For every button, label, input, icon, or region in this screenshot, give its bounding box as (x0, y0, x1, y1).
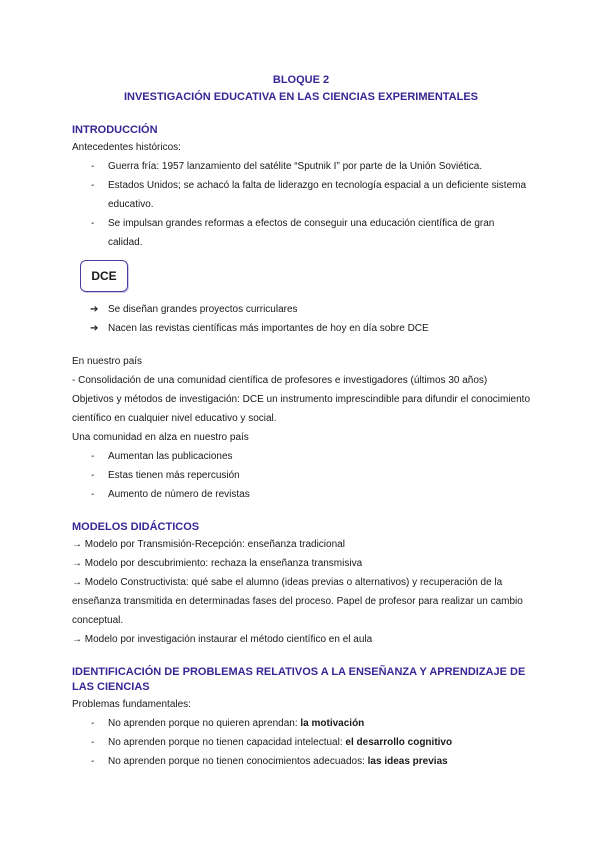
highlight-term: el desarrollo cognitivo (345, 737, 453, 748)
arrow-icon: ➔ (90, 304, 99, 315)
modelos-heading: MODELOS DIDÁCTICOS (72, 521, 200, 533)
dce-box: DCE (80, 260, 128, 292)
comunidad-text: Una comunidad en alza en nuestro país (72, 432, 249, 443)
highlight-term: la motivación (300, 718, 365, 729)
list-item: ➔ Nacen las revistas científicas más importantes de hoy en día sobre DCE (72, 319, 530, 338)
list-item: - No aprenden porque no tienen capacidad intelectual: el desarrollo cognitivo (72, 733, 530, 752)
arrow-icon: ➔ (90, 323, 99, 334)
consolidacion-text: - Consolidación de una comunidad científica de profesores e investigadores (últimos 30 años) (72, 375, 488, 386)
list-item: - Estados Unidos; se achacó la falta de liderazgo en tecnología espacial a un deficiente sistema educativo. (72, 176, 530, 214)
modelo-item: → Modelo Constructivista: qué sabe el alumno (ideas previas o alternativos) y recuperación de la enseñanza transmitida en determinadas fases del proceso. Papel de profesor para realizar un cambio conceptual. (72, 577, 523, 626)
dce-arrow-list (72, 300, 530, 338)
antecedentes-label: Antecedentes históricos: (72, 142, 181, 153)
modelo-item: → Modelo por investigación instaurar el método científico en el aula (72, 634, 373, 645)
list-item: - Guerra fría: 1957 lanzamiento del satélite “Sputnik I” por parte de la Unión Soviética. (72, 157, 530, 176)
problemas-list (72, 714, 530, 771)
modelo-item: → Modelo por descubrimiento: rechaza la enseñanza transmisiva (72, 558, 363, 569)
list-item: - Se impulsan grandes reformas a efectos de conseguir una educación científica de gran calidad. (72, 214, 530, 252)
list-item: - Aumento de número de revistas (72, 485, 530, 504)
comunidad-list (72, 447, 530, 504)
block-title: BLOQUE 2 (272, 74, 330, 86)
objetivos-text: Objetivos y métodos de investigación: DCE un instrumento imprescindible para difundir el conocimiento científico en cualquier nivel educativo y social. (72, 394, 531, 424)
intro-heading: INTRODUCCIÓN (72, 124, 158, 136)
modelo-item: → Modelo por Transmisión-Recepción: enseñanza tradicional (72, 539, 345, 550)
list-item: - No aprenden porque no quieren aprendan: la motivación (72, 714, 530, 733)
antecedentes-list (72, 157, 530, 252)
list-item: - Aumentan las publicaciones (72, 447, 530, 466)
list-item: - Estas tienen más repercusión (72, 466, 530, 485)
list-item: ➔ Se diseñan grandes proyectos curriculares (72, 300, 530, 319)
pais-heading: En nuestro país (72, 356, 143, 367)
list-item: - No aprenden porque no tienen conocimientos adecuados: las ideas previas (72, 752, 530, 771)
highlight-term: las ideas previas (367, 756, 448, 767)
block-subtitle: INVESTIGACIÓN EDUCATIVA EN LAS CIENCIAS EXPERIMENTALES (123, 91, 479, 103)
problemas-subheading: Problemas fundamentales: (72, 699, 191, 710)
problemas-heading: IDENTIFICACIÓN DE PROBLEMAS RELATIVOS A LA ENSEÑANZA Y APRENDIZAJE DE LAS CIENCIAS (72, 666, 526, 693)
